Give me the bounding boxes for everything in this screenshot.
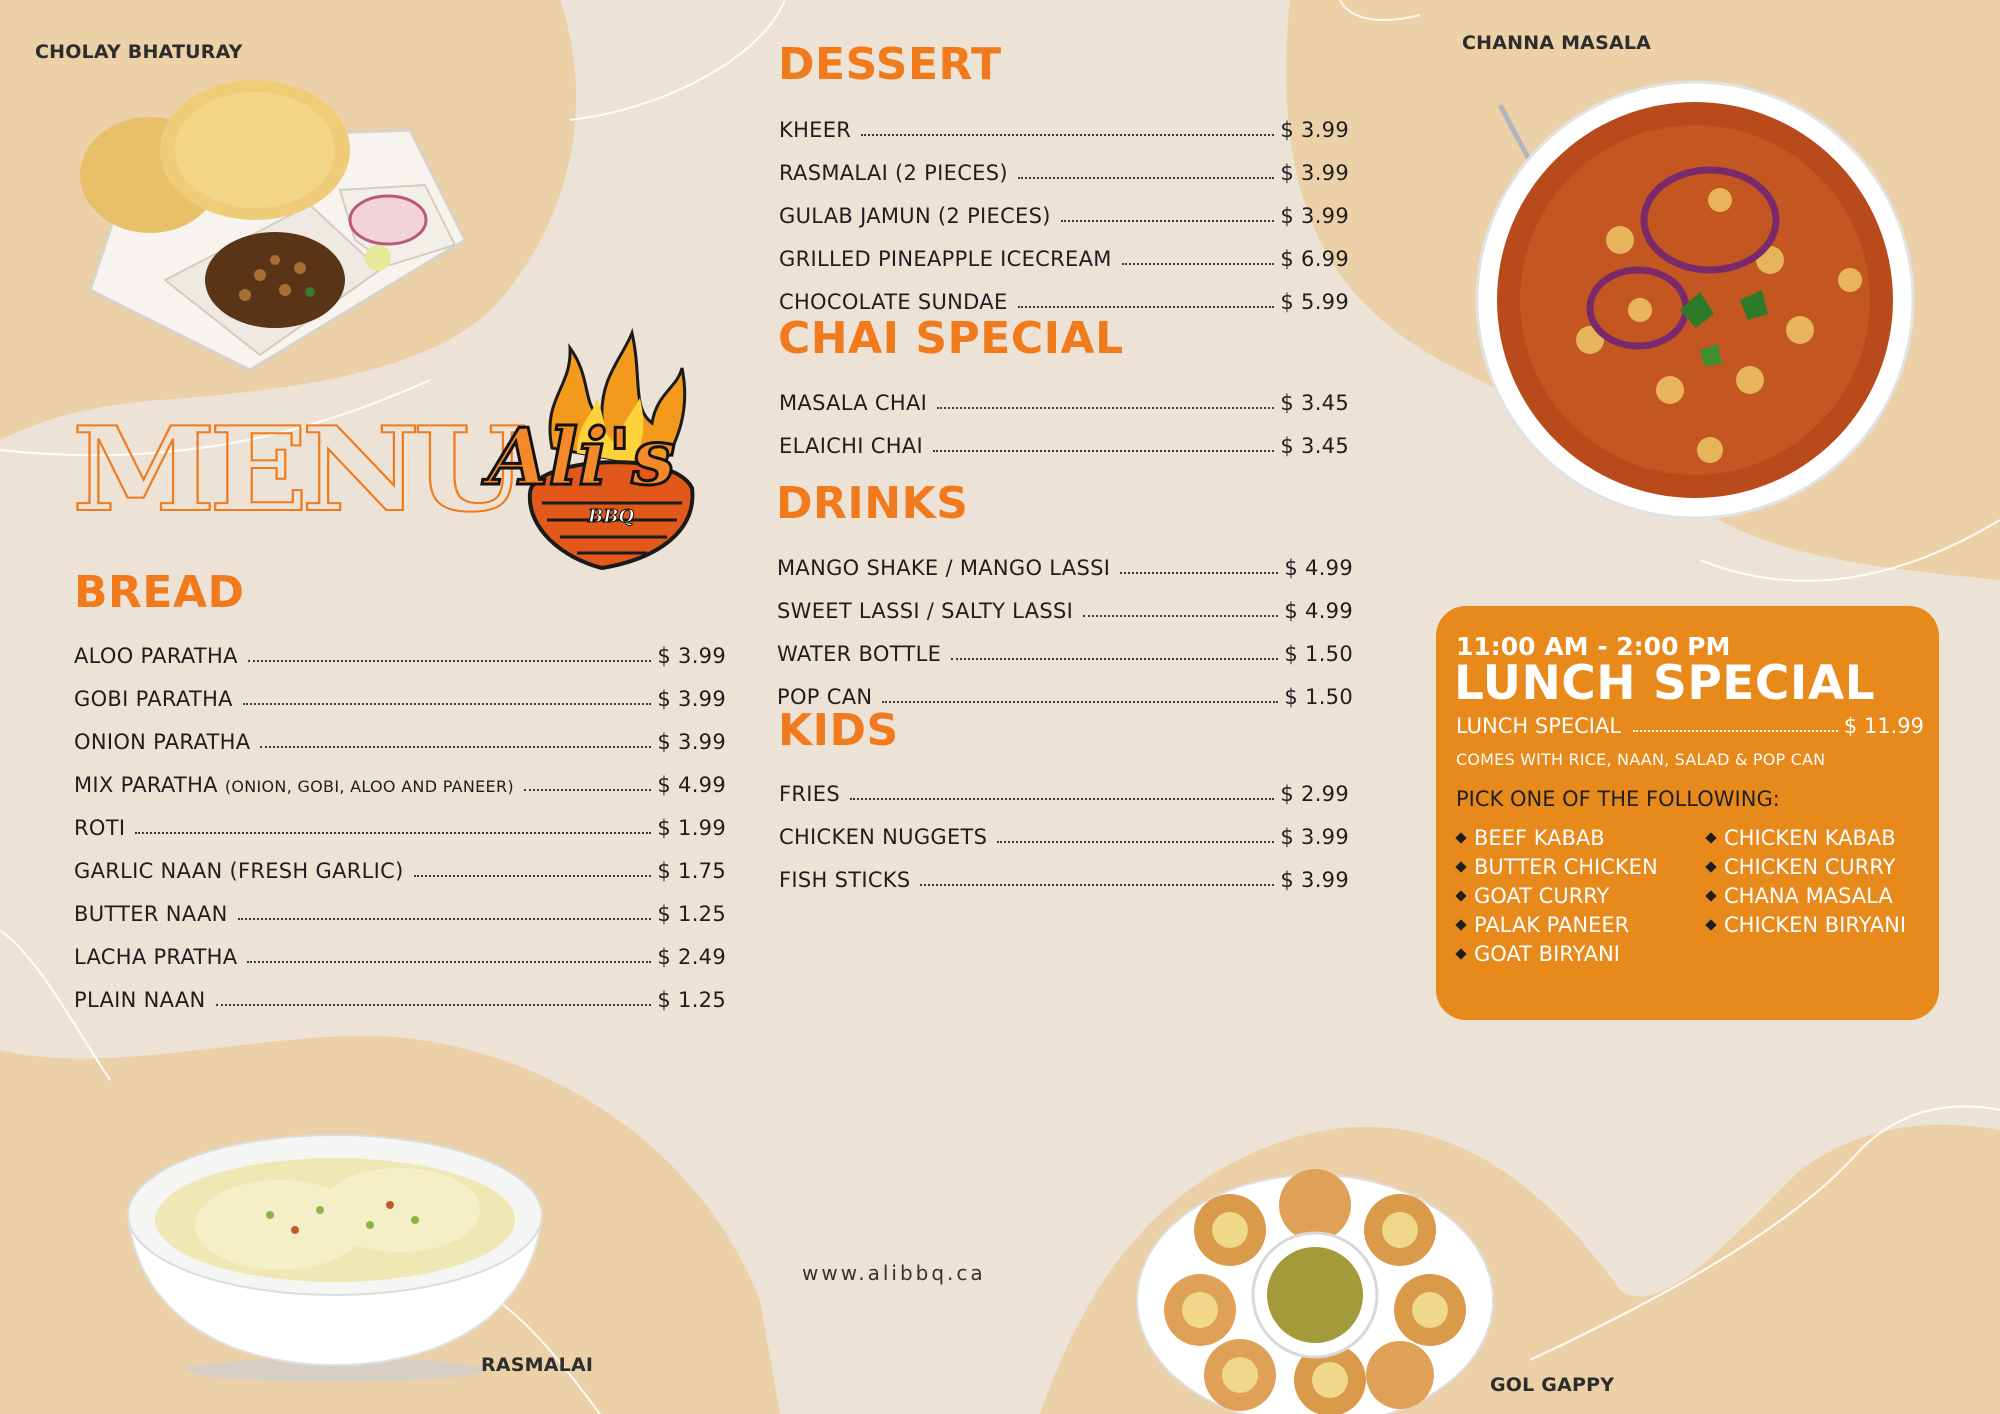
item-price: $ 3.99: [1280, 204, 1349, 228]
item-price: $ 2.99: [1280, 782, 1349, 806]
lunch-item-price: $ 11.99: [1843, 714, 1924, 738]
menu-item: [779, 228, 1349, 271]
photo-caption-cholay: CHOLAY BHATURAY: [35, 41, 243, 63]
logo-name: Ali's: [488, 412, 676, 503]
item-price: $ 3.99: [1280, 161, 1349, 185]
item-name: BUTTER NAAN: [74, 902, 228, 926]
item-price: $ 3.99: [1280, 118, 1349, 142]
section-heading-kids: KIDS: [778, 705, 899, 756]
alis-bbq-logo: [482, 328, 714, 574]
item-name: LACHA PRATHA: [74, 945, 238, 969]
item-price: $ 6.99: [1280, 247, 1349, 271]
menu-item: [74, 926, 726, 969]
menu-item: [777, 623, 1353, 666]
section-heading-chai: CHAI SPECIAL: [778, 313, 1124, 364]
item-name: WATER BOTTLE: [777, 642, 942, 666]
item-name: GOBI PARATHA: [74, 687, 233, 711]
menu-item: [779, 763, 1349, 806]
item-price: $ 3.99: [657, 730, 726, 754]
item-price: $ 3.45: [1280, 391, 1349, 415]
menu-item: [777, 666, 1353, 709]
diamond-bullet-icon: [1705, 919, 1716, 930]
lunch-option: CHICKEN KABAB: [1704, 826, 1924, 850]
lunch-hours: 11:00 AM - 2:00 PM: [1456, 632, 1731, 661]
lunch-options: [1454, 826, 1924, 966]
diamond-bullet-icon: [1705, 890, 1716, 901]
item-price: $ 3.99: [657, 687, 726, 711]
menu-item: [779, 142, 1349, 185]
item-price: $ 1.50: [1284, 642, 1353, 666]
rasmalai-image: [120, 1115, 550, 1385]
menu-item: [74, 883, 726, 926]
item-price: $ 4.99: [1284, 556, 1353, 580]
item-note: (ONION, GOBI, ALOO AND PANEER): [224, 777, 514, 796]
item-name: MIX PARATHA (ONION, GOBI, ALOO AND PANEER): [74, 773, 514, 797]
menu-item: [777, 580, 1353, 623]
item-name: GULAB JAMUN (2 PIECES): [779, 204, 1051, 228]
item-price: $ 1.25: [657, 902, 726, 926]
menu-item: [74, 840, 726, 883]
chai-list: [779, 372, 1349, 458]
section-heading-dessert: DESSERT: [778, 39, 1002, 90]
menu-item: [779, 849, 1349, 892]
item-name: ALOO PARATHA: [74, 644, 238, 668]
menu-item: [779, 185, 1349, 228]
section-heading-bread: BREAD: [74, 567, 245, 618]
menu-item: [779, 806, 1349, 849]
item-name: KHEER: [779, 118, 852, 142]
lunch-option: PALAK PANEER: [1454, 913, 1704, 937]
item-price: $ 4.99: [1284, 599, 1353, 623]
menu-item: [74, 711, 726, 754]
bread-list: [74, 625, 726, 1012]
menu-item: [74, 969, 726, 1012]
drinks-list: [777, 537, 1353, 709]
lunch-item: [1456, 714, 1924, 738]
item-name: CHOCOLATE SUNDAE: [779, 290, 1008, 314]
item-name: GARLIC NAAN (FRESH GARLIC): [74, 859, 404, 883]
item-price: $ 4.99: [657, 773, 726, 797]
item-price: $ 2.49: [657, 945, 726, 969]
menu-item: [74, 625, 726, 668]
item-name: ROTI: [74, 816, 126, 840]
lunch-option: CHANA MASALA: [1704, 884, 1924, 908]
menu-item: [779, 415, 1349, 458]
lunch-note: COMES WITH RICE, NAAN, SALAD & POP CAN: [1456, 750, 1826, 769]
item-price: $ 1.25: [657, 988, 726, 1012]
item-price: $ 3.99: [657, 644, 726, 668]
item-name: GRILLED PINEAPPLE ICECREAM: [779, 247, 1112, 271]
menu-item: [779, 372, 1349, 415]
channa-masala-image: [1470, 60, 1920, 530]
item-price: $ 1.50: [1284, 685, 1353, 709]
item-name: ELAICHI CHAI: [779, 434, 923, 458]
menu-item: [74, 668, 726, 711]
item-name: SWEET LASSI / SALTY LASSI: [777, 599, 1074, 623]
lunch-option: CHICKEN CURRY: [1704, 855, 1924, 879]
item-name: MANGO SHAKE / MANGO LASSI: [777, 556, 1111, 580]
item-name: RASMALAI (2 PIECES): [779, 161, 1008, 185]
lunch-pick-label: PICK ONE OF THE FOLLOWING:: [1456, 787, 1780, 811]
menu-item: [74, 754, 726, 797]
lunch-option: BUTTER CHICKEN: [1454, 855, 1704, 879]
photo-caption-golgappy: GOL GAPPY: [1490, 1374, 1615, 1396]
diamond-bullet-icon: [1455, 832, 1466, 843]
item-name: POP CAN: [777, 685, 873, 709]
diamond-bullet-icon: [1705, 861, 1716, 872]
item-price: $ 3.99: [1280, 868, 1349, 892]
lunch-special-panel: [1436, 606, 1939, 1020]
item-name: MASALA CHAI: [779, 391, 928, 415]
cholay-bhaturay-image: [70, 80, 480, 380]
item-name: FRIES: [779, 782, 840, 806]
item-price: $ 1.75: [657, 859, 726, 883]
lunch-option: BEEF KABAB: [1454, 826, 1704, 850]
diamond-bullet-icon: [1455, 919, 1466, 930]
menu-item: [779, 99, 1349, 142]
item-name: PLAIN NAAN: [74, 988, 206, 1012]
item-name: CHICKEN NUGGETS: [779, 825, 988, 849]
diamond-bullet-icon: [1705, 832, 1716, 843]
lunch-option: CHICKEN BIRYANI: [1704, 913, 1924, 937]
item-price: $ 1.99: [657, 816, 726, 840]
menu-title: MENU: [72, 402, 521, 538]
item-name: ONION PARATHA: [74, 730, 251, 754]
photo-caption-rasmalai: RASMALAI: [481, 1354, 594, 1376]
logo-sub: BBQ: [588, 506, 635, 527]
menu-item: [779, 271, 1349, 314]
item-name: FISH STICKS: [779, 868, 911, 892]
menu-item: [777, 537, 1353, 580]
diamond-bullet-icon: [1455, 890, 1466, 901]
lunch-item-name: LUNCH SPECIAL: [1456, 714, 1622, 738]
gol-gappy-image: [1130, 1160, 1500, 1414]
lunch-option: GOAT BIRYANI: [1454, 942, 1704, 966]
section-heading-drinks: DRINKS: [776, 478, 969, 529]
diamond-bullet-icon: [1455, 861, 1466, 872]
item-price: $ 3.45: [1280, 434, 1349, 458]
item-price: $ 3.99: [1280, 825, 1349, 849]
website-link[interactable]: www.alibbq.ca: [802, 1261, 986, 1285]
kids-list: [779, 763, 1349, 892]
diamond-bullet-icon: [1455, 948, 1466, 959]
photo-caption-channa: CHANNA MASALA: [1462, 32, 1652, 54]
lunch-option: GOAT CURRY: [1454, 884, 1704, 908]
item-price: $ 5.99: [1280, 290, 1349, 314]
lunch-title: LUNCH SPECIAL: [1454, 656, 1876, 711]
menu-item: [74, 797, 726, 840]
dessert-list: [779, 99, 1349, 314]
